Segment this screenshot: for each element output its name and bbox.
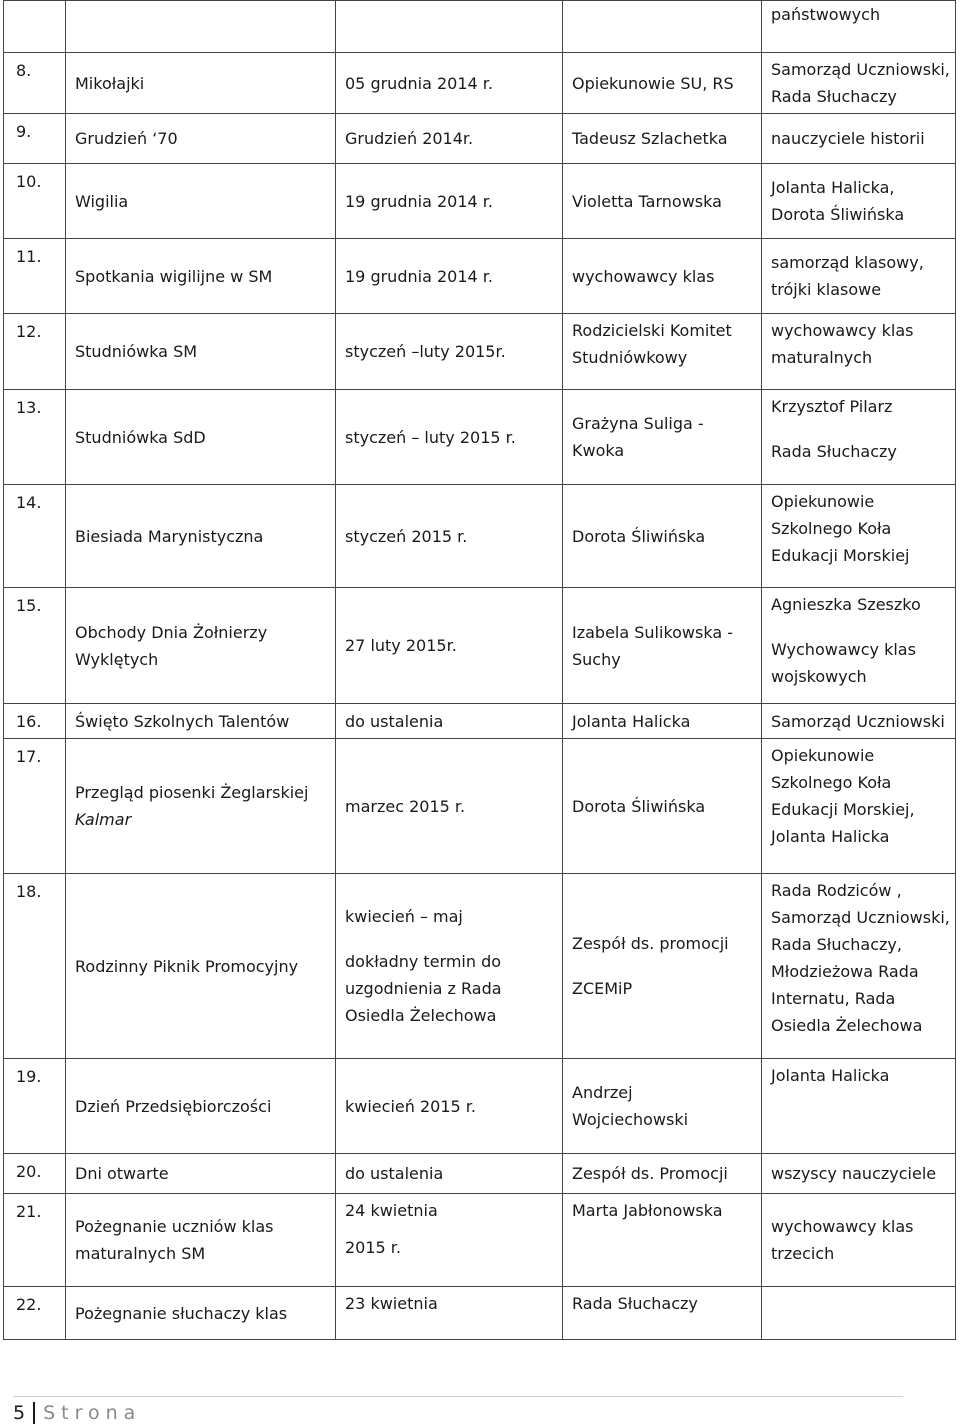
table-row	[4, 390, 956, 485]
organizer-line: wychowawcy klas	[572, 266, 715, 286]
responsible-line: Internatu, Rada	[771, 989, 896, 1008]
cell-date	[336, 239, 563, 314]
row-number: 15.	[16, 596, 42, 615]
cell-event	[66, 1, 336, 53]
organizer-line: Zespół ds. Promocji	[572, 1164, 728, 1183]
cell-organizer	[563, 704, 762, 739]
cell-event	[66, 239, 336, 314]
table-row	[4, 739, 956, 874]
row-number: 17.	[16, 747, 42, 766]
cell-number	[4, 1154, 66, 1194]
organizer-line: Suchy	[572, 649, 621, 669]
organizer-line: Wojciechowski	[572, 1110, 689, 1129]
row-number: 18.	[16, 882, 42, 901]
organizer-line: Marta Jabłonowska	[572, 1201, 723, 1220]
responsible-line: Jolanta Halicka	[771, 827, 890, 846]
cell-event	[66, 485, 336, 588]
cell-date	[336, 485, 563, 588]
cell-event	[66, 1287, 336, 1340]
responsible-line: Szkolnego Koła	[771, 519, 892, 538]
cell-responsible	[762, 739, 956, 874]
event-line: Biesiada Marynistyczna	[75, 526, 264, 546]
event-line: Wyklętych	[75, 649, 159, 669]
cell-responsible	[762, 1, 956, 53]
footer-rule	[13, 1396, 903, 1397]
event-line: Święto Szkolnych Talentów	[75, 711, 290, 731]
cell-date	[336, 1154, 563, 1194]
cell-responsible	[762, 114, 956, 164]
cell-responsible	[762, 314, 956, 390]
cell-organizer	[563, 1059, 762, 1154]
row-number: 11.	[16, 247, 42, 266]
cell-number	[4, 739, 66, 874]
responsible-line: Wychowawcy klas	[771, 640, 916, 659]
cell-responsible	[762, 874, 956, 1059]
organizer-line: Jolanta Halicka	[572, 711, 691, 731]
date-line: styczeń 2015 r.	[345, 526, 468, 546]
row-number: 19.	[16, 1067, 42, 1086]
date-line: uzgodnienia z Rada	[345, 979, 502, 998]
responsible-line: Opiekunowie	[771, 746, 875, 765]
cell-responsible	[762, 1154, 956, 1194]
cell-date	[336, 390, 563, 485]
responsible-line: samorząd klasowy,	[771, 253, 924, 272]
event-line: Pożegnanie słuchaczy klas	[75, 1303, 288, 1323]
row-number: 10.	[16, 172, 42, 191]
cell-event	[66, 1154, 336, 1194]
date-line: Osiedla Żelechowa	[345, 1006, 497, 1025]
responsible-line: maturalnych	[771, 348, 873, 367]
event-line: maturalnych SM	[75, 1244, 206, 1263]
table-row	[4, 1287, 956, 1340]
responsible-line: Agnieszka Szeszko	[771, 595, 921, 614]
responsible-line: Młodzieżowa Rada	[771, 962, 919, 981]
cell-date	[336, 704, 563, 739]
organizer-line: Zespół ds. promocji	[572, 934, 729, 953]
row-number: 16.	[16, 712, 42, 731]
event-line: Wigilia	[75, 191, 129, 211]
date-line: 2015 r.	[345, 1238, 401, 1257]
cell-organizer	[563, 114, 762, 164]
date-line: dokładny termin do	[345, 952, 502, 971]
date-line: Grudzień 2014r.	[345, 129, 474, 148]
organizer-line: Studniówkowy	[572, 348, 688, 367]
organizer-line: ZCEMiP	[572, 979, 633, 998]
footer-separator	[33, 1402, 35, 1424]
date-line: 27 luty 2015r.	[345, 636, 457, 655]
cell-date	[336, 314, 563, 390]
cell-organizer	[563, 53, 762, 114]
organizer-line: Dorota Śliwińska	[572, 526, 706, 546]
organizer-line: Grażyna Suliga -	[572, 414, 704, 433]
responsible-line: nauczyciele historii	[771, 129, 925, 148]
cell-date	[336, 739, 563, 874]
cell-date	[336, 874, 563, 1059]
table-row	[4, 1059, 956, 1154]
event-line: Rodzinny Piknik Promocyjny	[75, 956, 299, 976]
cell-organizer	[563, 485, 762, 588]
responsible-line: Szkolnego Koła	[771, 773, 892, 792]
cell-event	[66, 1194, 336, 1287]
cell-number	[4, 874, 66, 1059]
cell-date	[336, 1, 563, 53]
cell-responsible	[762, 1194, 956, 1287]
responsible-line: Samorząd Uczniowski	[771, 711, 945, 731]
cell-number	[4, 390, 66, 485]
cell-responsible	[762, 1059, 956, 1154]
cell-responsible	[762, 390, 956, 485]
event-line: Dni otwarte	[75, 1164, 169, 1183]
event-line: Studniówka SM	[75, 342, 198, 361]
cell-number	[4, 1059, 66, 1154]
cell-date	[336, 1059, 563, 1154]
responsible-line: Samorząd Uczniowski,	[771, 908, 950, 927]
cell-number	[4, 1, 66, 53]
responsible-line: trzecich	[771, 1244, 835, 1263]
cell-organizer	[563, 739, 762, 874]
organizer-line: Izabela Sulikowska -	[572, 622, 733, 642]
event-name-italic: Kalmar	[75, 810, 132, 829]
row-number: 8.	[16, 61, 32, 80]
responsible-line: wychowawcy klas	[771, 321, 914, 340]
cell-organizer	[563, 390, 762, 485]
responsible-line: wszyscy nauczyciele	[771, 1164, 937, 1183]
responsible-line: Jolanta Halicka,	[771, 178, 895, 197]
cell-responsible	[762, 485, 956, 588]
date-line: 19 grudnia 2014 r.	[345, 191, 493, 211]
table-row	[4, 485, 956, 588]
date-line: 23 kwietnia	[345, 1294, 438, 1313]
event-line: Obchody Dnia Żołnierzy	[75, 622, 268, 642]
responsible-line: Opiekunowie	[771, 492, 875, 511]
cell-responsible	[762, 239, 956, 314]
organizer-line: Dorota Śliwińska	[572, 796, 706, 816]
table-row	[4, 164, 956, 239]
date-line: marzec 2015 r.	[345, 796, 466, 816]
responsible-line: Samorząd Uczniowski,	[771, 60, 950, 79]
cell-organizer	[563, 1194, 762, 1287]
event-line: Mikołajki	[75, 73, 145, 93]
cell-event	[66, 164, 336, 239]
cell-event	[66, 114, 336, 164]
event-line: Pożegnanie uczniów klas	[75, 1217, 274, 1236]
page-word: Strona	[43, 1402, 142, 1424]
cell-organizer	[563, 1154, 762, 1194]
row-number: 13.	[16, 398, 42, 417]
cell-event	[66, 314, 336, 390]
responsible-line: Rada Słuchaczy,	[771, 935, 902, 954]
table-row	[4, 1, 956, 53]
event-line: Spotkania wigilijne w SM	[75, 266, 273, 286]
cell-date	[336, 1287, 563, 1340]
date-line: 05 grudnia 2014 r.	[345, 73, 493, 93]
page-number: 5	[13, 1402, 26, 1424]
responsible-line: państwowych	[771, 5, 881, 24]
cell-date	[336, 114, 563, 164]
row-number: 9.	[16, 122, 32, 141]
cell-organizer	[563, 314, 762, 390]
table-row	[4, 704, 956, 739]
event-line: Studniówka SdD	[75, 427, 206, 447]
responsible-line: Osiedla Żelechowa	[771, 1016, 923, 1035]
responsible-line: wojskowych	[771, 667, 867, 686]
date-line: 19 grudnia 2014 r.	[345, 266, 493, 286]
responsible-line: trójki klasowe	[771, 280, 882, 299]
responsible-line: Dorota Śliwińska	[771, 205, 905, 224]
cell-number	[4, 1194, 66, 1287]
responsible-line: Jolanta Halicka	[771, 1066, 890, 1085]
responsible-line: Edukacji Morskiej,	[771, 800, 915, 819]
organizer-line: Andrzej	[572, 1083, 633, 1102]
responsible-line: wychowawcy klas	[771, 1217, 914, 1236]
row-number: 20.	[16, 1162, 42, 1181]
cell-organizer	[563, 164, 762, 239]
organizer-line: Kwoka	[572, 441, 625, 460]
table-row	[4, 588, 956, 704]
responsible-line: Rada Słuchaczy	[771, 87, 897, 106]
cell-organizer	[563, 1, 762, 53]
cell-number	[4, 164, 66, 239]
cell-event	[66, 588, 336, 704]
row-number: 12.	[16, 322, 42, 341]
cell-responsible	[762, 588, 956, 704]
row-number: 14.	[16, 493, 42, 512]
cell-responsible	[762, 53, 956, 114]
date-line: kwiecień – maj	[345, 907, 463, 926]
cell-number	[4, 239, 66, 314]
row-number: 22.	[16, 1295, 42, 1314]
organizer-line: Tadeusz Szlachetka	[572, 129, 728, 148]
cell-number	[4, 485, 66, 588]
page-footer	[13, 1402, 141, 1424]
cell-event	[66, 390, 336, 485]
event-line: Przegląd piosenki Żeglarskiej	[75, 783, 309, 802]
table-row	[4, 1154, 956, 1194]
table-row	[4, 1194, 956, 1287]
organizer-line: Violetta Tarnowska	[572, 191, 722, 211]
cell-date	[336, 164, 563, 239]
cell-organizer	[563, 1287, 762, 1340]
cell-number	[4, 1287, 66, 1340]
cell-event	[66, 739, 336, 874]
cell-number	[4, 588, 66, 704]
cell-number	[4, 314, 66, 390]
table-row	[4, 114, 956, 164]
cell-date	[336, 1194, 563, 1287]
cell-organizer	[563, 239, 762, 314]
cell-event	[66, 1059, 336, 1154]
responsible-line: Rada Słuchaczy	[771, 442, 897, 461]
organizer-line: Opiekunowie SU, RS	[572, 73, 734, 93]
cell-number	[4, 704, 66, 739]
cell-responsible	[762, 704, 956, 739]
table-row	[4, 314, 956, 390]
cell-organizer	[563, 588, 762, 704]
date-line: 24 kwietnia	[345, 1201, 438, 1220]
table-row	[4, 874, 956, 1059]
cell-responsible	[762, 1287, 956, 1340]
table-row	[4, 239, 956, 314]
cell-number	[4, 53, 66, 114]
events-table	[3, 0, 956, 1340]
cell-date	[336, 588, 563, 704]
responsible-line: Krzysztof Pilarz	[771, 397, 893, 416]
date-line: styczeń –luty 2015r.	[345, 342, 506, 361]
cell-event	[66, 53, 336, 114]
cell-organizer	[563, 874, 762, 1059]
date-line: do ustalenia	[345, 711, 444, 731]
organizer-line: Rodzicielski Komitet	[572, 321, 732, 340]
cell-event	[66, 704, 336, 739]
event-line: Dzień Przedsiębiorczości	[75, 1096, 272, 1116]
date-line: do ustalenia	[345, 1164, 444, 1183]
responsible-line: Edukacji Morskiej	[771, 546, 910, 565]
cell-number	[4, 114, 66, 164]
row-number: 21.	[16, 1202, 42, 1221]
cell-event	[66, 874, 336, 1059]
responsible-line: Rada Rodziców ,	[771, 881, 902, 900]
date-line: kwiecień 2015 r.	[345, 1096, 476, 1116]
cell-date	[336, 53, 563, 114]
date-line: styczeń – luty 2015 r.	[345, 427, 516, 447]
cell-responsible	[762, 164, 956, 239]
organizer-line: Rada Słuchaczy	[572, 1294, 698, 1313]
table-row	[4, 53, 956, 114]
event-line: Grudzień ‘70	[75, 129, 178, 148]
